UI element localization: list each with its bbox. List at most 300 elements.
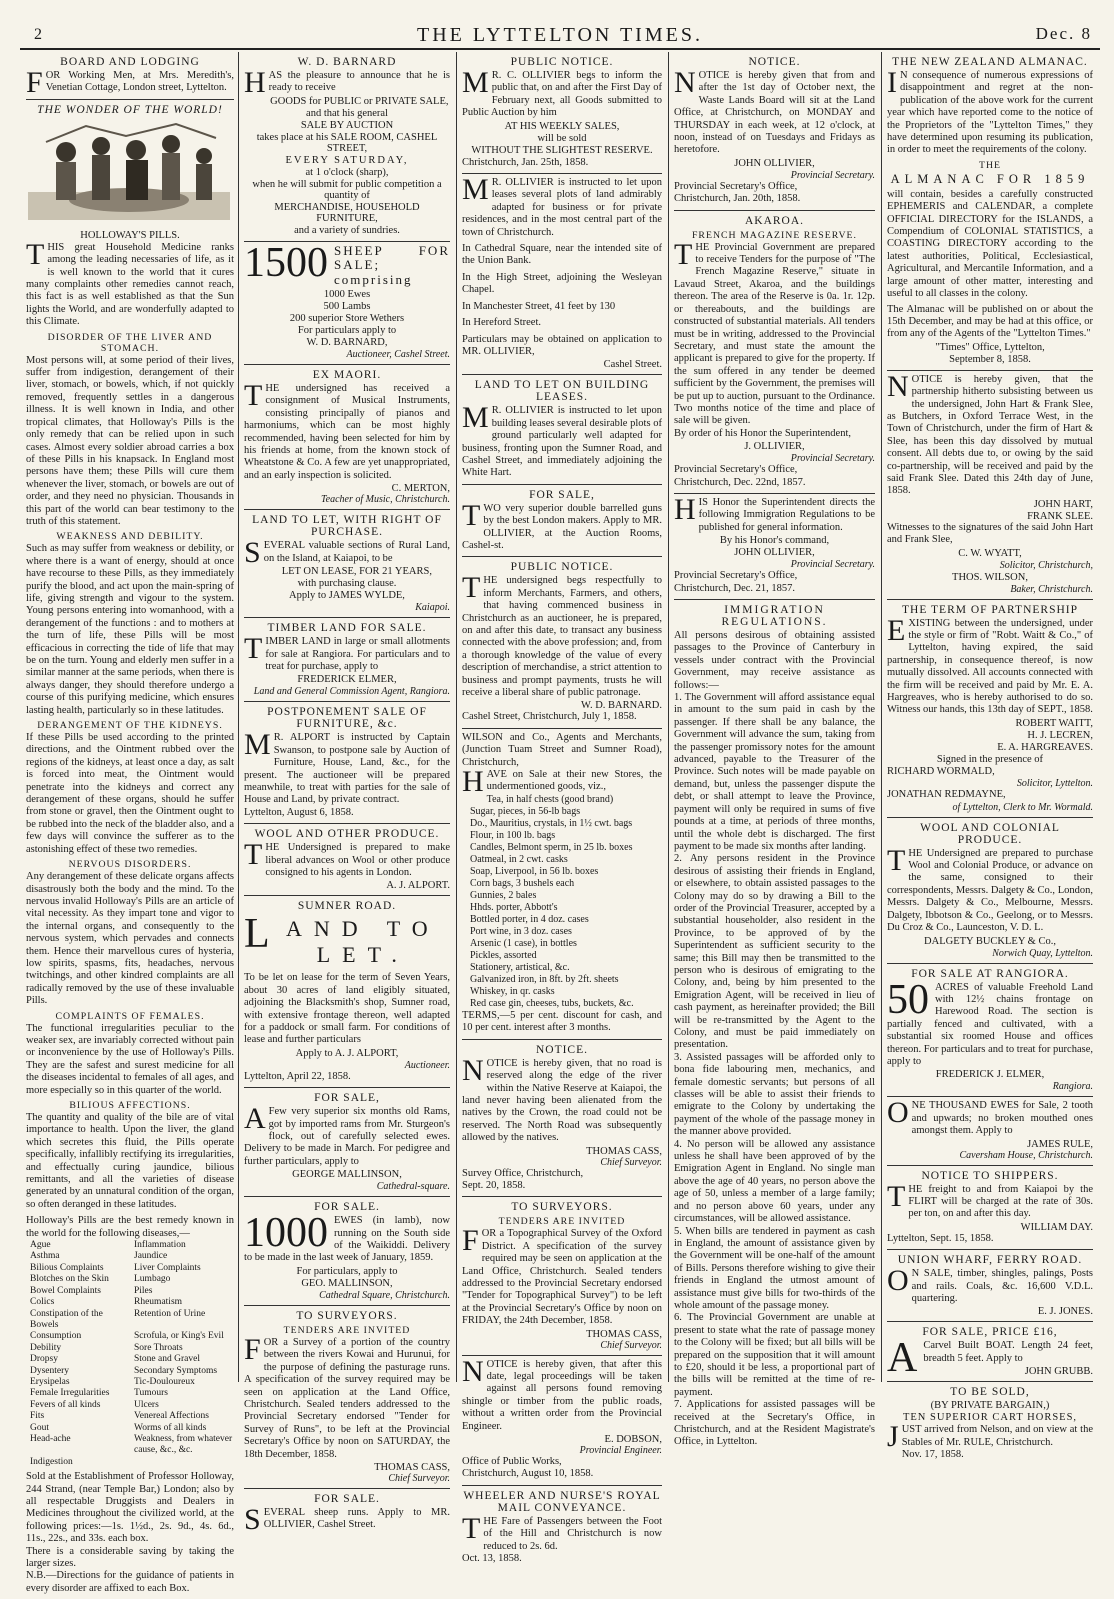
ad-public-notice-ollivier — [462, 52, 662, 174]
ad-line: Survey Office, Christchurch, — [462, 1167, 584, 1179]
ad-line: Christchurch, Jan. 25th, 1858. — [462, 156, 589, 168]
signature: E. DOBSON, — [604, 1434, 662, 1446]
ad-heading: BOARD AND LODGING — [60, 56, 200, 68]
ad-heading: TO BE SOLD, — [950, 1386, 1030, 1399]
ad-heading: IMMIGRATION REGULATIONS. — [721, 604, 828, 628]
product-title: HOLLOWAY'S PILLS. — [80, 229, 180, 241]
ad-line: and that his general — [306, 107, 388, 119]
ad-text: OR a Survey of a portion of the country between the rivers Kowai and Hurunui, for the purpose of defining the pasturage runs. A specification of the survey required may be seen on application at the Land Office, Christchurch. Sealed tenders addressed to the Provincial Secretary endorsed "Tender for Survey of Runs", to be left at the Provincial Secretary's Office by noon on SATURDAY, the 18th December, 1858. — [244, 1336, 450, 1460]
ad-heading: THE WONDER OF THE WORLD! — [37, 103, 223, 116]
ad-heading: SUMNER ROAD. — [297, 900, 397, 913]
ad-holloways-pills — [26, 100, 234, 1599]
disease-item: Ulcers — [134, 1399, 159, 1410]
column-3 — [458, 52, 666, 1565]
ad-subheading: TENDERS ARE INVITED — [283, 1324, 411, 1336]
list-item: Red case gin, cheeses, tubs, buckets, &c. — [470, 997, 634, 1009]
disease-item: Stone and Gravel — [134, 1354, 200, 1365]
disease-item: Constipation of the Bowels — [30, 1308, 103, 1330]
ad-text: Most persons will, at some period of their lives, suffer from indigestion, derangement of their liver, stomach, or bowels, which, if not quickly removed, frequently settles in a dangerous illness. It is well known in India, and other tropical climates, that Holloway's Pills is the only remedy that can be relied upon in such cases. Almost every soldier abroad carries a box of these Pills in his knapsack. In England most persons have them; these Pills will cure them whenever the liver, stomach, or bowels are out of order, and they need no physician. Thousands in this part of the world can bear testimony to the truth of this statement. — [26, 354, 234, 527]
ad-heading: EX MAORI. — [312, 369, 382, 382]
section-heading: NERVOUS DISORDERS. — [68, 859, 192, 871]
disease-item: Tic-Douloureux — [134, 1376, 195, 1387]
ad-text: will contain, besides a carefully constructed EPHEMERIS and CALENDAR, a complete OFFICIAL DIRECTORY for the ISLANDS, a Compendium of COLONIAL STATISTICS, a COASTING DIRECTORY according to the latest authorities, Political, Ecclesiastical, Agricultural, and Mercantile Information, and a large amount of other matter, interesting and useful to all classes in the colony. — [887, 188, 1093, 300]
ad-heading: PUBLIC NOTICE. — [510, 561, 614, 574]
list-item: Pickles, assorted — [470, 949, 537, 961]
signature: GEO. MALLINSON, — [301, 1277, 393, 1289]
ad-board-lodging — [26, 52, 234, 100]
drop-cap: T — [887, 843, 906, 877]
signature-title: Auctioneer. — [404, 1059, 450, 1071]
ad-line: WITHOUT THE SLIGHTEST RESERVE. — [471, 144, 653, 156]
ad-text: AVE on Sale at their new Stores, the undermentioned goods, viz., — [486, 769, 662, 793]
ad-heading: TO SURVEYORS. — [511, 1201, 613, 1214]
ad-text: WO very superior double barrelled guns by the best London makers. Apply to MR. OLLIVIER, at the Auction Rooms, Cashel-st. — [462, 502, 662, 551]
signature: H. J. LECREN, — [1027, 729, 1093, 741]
ad-ollivier-plots — [462, 174, 662, 375]
drop-cap: O — [887, 1096, 909, 1130]
ad-text: AS the pleasure to announce that he is ready to receive — [268, 70, 450, 94]
signature: E. J. JONES. — [1037, 1306, 1093, 1318]
ad-text: HE Provincial Government are prepared to receive Tenders for the purpose of "The French Magazine Reserve," situate in Lavaud Street, Akaroa, and the buildings thereon. The area of the Reserve is 0a. 1r. 12p. or thereabouts, and the buildings are constructed of substantial materials. All tenders must be in writing, addressed to the Provincial Secretary, and must state the amount the applicant is prepared to give for the property. If the sum offered in any tender be deemed sufficient by the Government, the premises will be put up to auction, pursuant to the Ordinance. Two months notice of the time and place of sale will be given. — [674, 241, 875, 427]
disease-item: Fevers of all kinds — [30, 1399, 101, 1410]
list-item: Galvanized iron, in 8ft. by 2ft. sheets — [470, 973, 619, 985]
disease-item: Erysipelas — [30, 1376, 70, 1387]
ad-text: Sold at the Establishment of Professor Holloway, 244 Strand, (near Temple Bar,) London; also by all respectable Druggists and Dealers in Medicines throughout the civilized world, at the following prices:—1s. 1½d., 2s. 9d., 4s. 6d., 11s., 22s., and 33s. each box. — [26, 1471, 234, 1545]
ad-line: By his Honor's command, — [719, 535, 830, 547]
ad-waitt-partnership — [887, 600, 1093, 818]
signature: A. J. ALPORT. — [386, 880, 450, 892]
ad-ewes-sale — [244, 1197, 450, 1306]
large-letter: L — [244, 911, 270, 958]
disease-item: Asthma — [30, 1251, 60, 1262]
ad-cart-horses — [887, 1382, 1093, 1465]
goods-list — [462, 794, 662, 1010]
holloway-illustration — [26, 122, 232, 222]
ad-notice-shippers — [887, 1166, 1093, 1251]
disease-item: Worms of all kinds — [134, 1422, 207, 1433]
ad-text: NE THOUSAND EWES for Sale, 2 tooth and upwards; no broken mouthed ones amongst them. Apply to — [911, 1100, 1093, 1137]
ad-line: Apply to JAMES WYLDE, — [289, 590, 405, 602]
ad-line: Christchurch, Dec. 22nd, 1857. — [674, 476, 806, 488]
drop-cap: M — [462, 173, 489, 207]
drop-cap: H — [244, 66, 266, 99]
ad-line: C. W. WYATT, — [958, 547, 1022, 559]
signature: THOMAS CASS, — [586, 1145, 662, 1157]
ad-line: GOODS for PUBLIC or PRIVATE SALE, — [270, 95, 449, 107]
drop-cap: H — [462, 765, 484, 799]
signature-title: Norwich Quay, Lyttelton. — [992, 947, 1093, 959]
ad-text: OR a Topographical Survey of the Oxford District. A specification of the survey required may be seen on application at the Land Office, Christchurch. Sealed tenders addressed to the Provincial Secretary endorsed "Tender for Topographical Survey") to be left at the Provincial Secretary's Office by noon on FRIDAY, the 24th December, 1858. — [462, 1228, 662, 1327]
ad-text: N.B.—Directions for the guidance of patients in every disorder are affixed to each Box. — [26, 1570, 234, 1594]
ad-text: 5. When bills are tendered in payment as cash in England, the amount of assistance given by the Government will be one-half of the amount of Bills. Persons therefore wishing to give their friends in England the utmost amount of assistance must give bills for two-thirds of the whole amount of the passage money. — [674, 1225, 875, 1311]
ad-line: when he will submit for public competition a quantity of — [252, 178, 442, 201]
column-5 — [883, 52, 1097, 1461]
ad-line: In Manchester Street, 41 feet by 130 — [462, 300, 616, 312]
disease-item: Sore Throats — [134, 1342, 183, 1353]
ad-sumner-road — [244, 896, 450, 1088]
ad-text: 4. No person will be allowed any assistance unless he shall have been approved of by the Emigration Agent in England. No single man above the age of 40 years, no person above the age of 50, unless a member of a large family; and no person above 60 years, under any circumstances, will be allowed assistance. — [674, 1138, 875, 1225]
drop-cap: F — [462, 1224, 479, 1258]
column-2 — [240, 52, 454, 1536]
ad-line: September 8, 1858. — [949, 353, 1031, 365]
drop-cap: T — [462, 1511, 481, 1545]
ad-text: 7. Applications for assisted passages will be received at the Secretary's Office, in Christchurch, and at the Resident Magistrate's Office, in Lyttelton. — [674, 1399, 875, 1448]
signature: J. OLLIVIER, — [744, 441, 805, 453]
ad-surveyors — [244, 1306, 450, 1489]
drop-cap: T — [244, 379, 263, 413]
signature: THOMAS CASS, — [586, 1328, 662, 1340]
ad-heading: THE NEW ZEALAND ALMANAC. — [892, 56, 1088, 68]
ad-display-text: AND TO LET. — [285, 916, 440, 968]
disease-item: Rheumatism — [134, 1297, 183, 1308]
section-heading: COMPLAINTS OF FEMALES. — [55, 1010, 205, 1022]
disease-item: Scrofula, or King's Evil — [134, 1331, 224, 1342]
ad-ewes-rule — [887, 1097, 1093, 1165]
ad-line: Signed in the presence of — [936, 753, 1044, 765]
large-number: 50 — [887, 976, 929, 1023]
ad-line: Office of Public Works, — [462, 1456, 562, 1468]
ad-guns-sale — [462, 485, 662, 558]
ad-waste-lands-notice — [674, 52, 875, 211]
disease-item: Bilious Complaints — [30, 1262, 104, 1273]
ad-text: The quantity and quality of the bile are of vital importance to health. Upon the liver, the gland which secretes this fluid, the Pills operate specifically, infallibly rectifying its irregularities, and effectually curing jaundice, bilious remittants, and all the varieties of disease generated by an unnatural condition of the organ, so often deranged in these latitudes. — [26, 1112, 234, 1210]
ad-line: Oct. 13, 1858. — [462, 1553, 522, 1565]
ad-line: takes place at his SALE ROOM, CASHEL STREET, — [256, 131, 438, 154]
ad-heading: FOR SALE, — [314, 1092, 380, 1105]
ad-text: EVERAL sheep runs. Apply to MR. OLLIVIER, Cashel Street. — [263, 1506, 450, 1531]
ad-line: Provincial Secretary's Office, — [674, 570, 798, 582]
ad-text: Carvel Built BOAT. Length 24 feet, breadth 5 feet. Apply to — [923, 1340, 1093, 1364]
ad-line: Lyttelton, Sept. 15, 1858. — [887, 1232, 994, 1244]
drop-cap: A — [244, 1102, 266, 1136]
list-item: Candles, Belmont sperm, in 25 lb. boxes — [470, 841, 633, 853]
ad-notice-road — [462, 1040, 662, 1198]
column-divider — [456, 52, 457, 1382]
ad-text: XISTING between the undersigned, under the style or firm of "Robt. Waitt & Co.," of Lyttelton, having expired, the said partnership, in consequence thereof, is now mutually dissolved. All accounts connected with the firm will be received and paid by Mr. E. A. Hargreaves, who is hereby authorised to do so. Witness our hands, this 13th day of SEPT., 1858. — [887, 617, 1093, 716]
ad-line: Nov. 17, 1858. — [901, 1449, 964, 1461]
ad-text: Holloway's Pills are the best remedy known in the world for the following diseases,— — [26, 1215, 234, 1239]
ad-notice-shingle — [462, 1356, 662, 1486]
ad-text: 1. The Government will afford assistance equal in amount to the sum paid in cash by the passenger. If there shall be any balance, the Government will advance the sum, taking from the passenger promissory notes for the amount advanced, payable to the Treasurer of the Province. Such notes will be made payable on demand, but, unless the passenger dispute the debt, or shall attempt to leave the Province, payment will only be required in sums of five pounds at a time, at periods of three months, until the whole debt is discharged. The first payment to be made six months after landing. — [674, 692, 875, 852]
drop-cap: T — [462, 498, 481, 532]
ad-wool-produce — [244, 824, 450, 896]
ad-line: In Hereford Street. — [462, 317, 542, 329]
ad-text: All persons desirous of obtaining assisted passages to the Province of Canterbury in vessels under contract with the Provincial Government, may receive assistance as follows:— — [674, 630, 875, 691]
ad-immigration-regulations — [674, 600, 875, 1453]
ad-heading: LAND TO LET ON BUILDING LEASES. — [474, 379, 650, 404]
signature-title: Chief Surveyor. — [388, 1472, 450, 1484]
signature-title: Teacher of Music, Christchurch. — [321, 494, 450, 506]
ad-line: 500 Lambs — [323, 301, 371, 313]
ad-text: R. C. OLLIVIER begs to inform the public that, on and after the First Day of February next, all Goods submitted to Public Auction by him — [462, 70, 662, 119]
list-item: Tea, in half chests (good brand) — [486, 793, 614, 805]
column-1 — [22, 52, 238, 1594]
ad-text: Few very superior six months old Rams, got by imported rams from Mr. Sturgeon's flock, out of carefully selected ewes. Delivery to be made in March. For pedigree and further particulars, apply to — [244, 1106, 450, 1167]
ad-rams-sale — [244, 1088, 450, 1197]
ad-text: If these Pills be used according to the printed directions, and the Ointment rubbed over the regions of the kidneys, at least once a day, as salt is forced into meat, the Ointment would penetrate into the kidneys and correct any derangement of these organs, should he suffer from stone or gravel, then the Ointment ought to be rubbed into the neck of the bladder also, and a few days will convince the sufferer as to the astonishing effect of these two remedies. — [26, 732, 234, 855]
ad-line: AT HIS WEEKLY SALES, — [504, 120, 620, 132]
ad-text: N consequence of numerous expressions of disappointment and regret at the non-publication of the above work for the current year which have reported come to the notice of the Proprietors of the "Lyttelton Times," they have determined upon resuming its publication, in order to meet the requirements of the colony. — [887, 70, 1093, 156]
list-item: Soap, Liverpool, in 56 lb. boxes — [470, 865, 599, 877]
ad-text: N SALE, timber, shingles, palings, Posts and rails. Coals, &c. 16,600 V.D.L. quartering. — [911, 1268, 1093, 1304]
ad-heading: PUBLIC NOTICE. — [510, 56, 614, 68]
ad-text: There is a considerable saving by taking the larger sizes. — [26, 1545, 234, 1570]
ad-text: EVERAL valuable sections of Rural Land, on the Island, at Kaiapoi, to be — [263, 540, 450, 564]
ad-ex-maori — [244, 365, 450, 510]
ad-text: IS Honor the Superintendent directs the following Immigration Regulations to be published for general information. — [698, 496, 875, 533]
ad-heading: LAND TO LET, WITH RIGHT OF PURCHASE. — [252, 514, 442, 539]
list-item: Port wine, in 3 doz. cases — [470, 925, 572, 937]
column-divider — [668, 52, 669, 1382]
ad-text: IMBER LAND in large or small allotments for sale at Rangiora. For particulars and to treat for purchase, apply to — [265, 636, 450, 672]
signature: ROBERT WAITT, — [1015, 717, 1093, 729]
ad-union-wharf — [887, 1250, 1093, 1322]
drop-cap: S — [244, 1502, 261, 1536]
ad-heading: NOTICE TO SHIPPERS. — [921, 1169, 1059, 1182]
ad-surveyors-oxford — [462, 1197, 662, 1355]
drop-cap: J — [887, 1420, 899, 1454]
column-divider — [238, 52, 239, 1382]
ad-barnard-auction — [244, 52, 450, 242]
ad-line: Particulars may be obtained on application to MR. OLLIVIER, — [462, 333, 662, 357]
drop-cap: H — [674, 492, 696, 526]
drop-cap: E — [887, 613, 906, 647]
signature: JOHN OLLIVIER, — [734, 157, 815, 169]
drop-cap: T — [244, 632, 263, 666]
large-number: 1000 — [244, 1210, 328, 1257]
ad-line: For particulars apply to — [297, 325, 397, 337]
ad-line: Christchurch, Dec. 21, 1857. — [674, 582, 796, 594]
ad-line: RICHARD WORMALD, — [887, 765, 995, 777]
disease-item: Jaundice — [134, 1251, 168, 1262]
ad-line: Christchurch, August 10, 1858. — [462, 1468, 594, 1480]
ad-text: HE Undersigned are prepared to purchase Wool and Colonial Produce, or advance on the same, consigned to their correspondents, Messrs. Dalgety & Co., London, Messrs. Dalgety & Co., Melbourne, Messrs. Dalgety, Ibbotson & Co., Geelong, or to Messrs. Du Croz & Co., Launceston, V. D. L. — [887, 847, 1093, 934]
disease-item: Lumbago — [134, 1274, 171, 1285]
ad-text: HE Fare of Passengers between the Foot of the Hill and Christchurch is now reduced to 2s. 6d. — [483, 1515, 662, 1552]
ad-line: Witnesses to the signatures of the said John Hart and Frank Slee, — [887, 521, 1093, 546]
ad-line: Lyttelton, August 6, 1858. — [244, 806, 354, 818]
ad-heading: UNION WHARF, FERRY ROAD. — [897, 1254, 1083, 1267]
list-item: Gunnies, 2 bales — [470, 889, 537, 901]
drop-cap: M — [462, 401, 489, 435]
column-4 — [670, 52, 879, 1448]
page-number: 2 — [34, 26, 42, 43]
signature-title: Land and General Commission Agent, Rangiora. — [253, 686, 450, 698]
ad-text: HE undersigned begs respectfully to inform Merchants, Farmers, and others, that having commenced business in Christchurch as an auctioneer, he is prepared, on and after this date, to transact any business connected with the above profession; and, from a thorough knowledge of the value of every description of merchandise, a strict attention to business and prompt payments, trusts he will receive a liberal share of public patronage. — [462, 575, 662, 699]
ad-line: 200 superior Store Wethers — [289, 313, 405, 325]
ad-text: EWES (in lamb), now running on the South side of the Waikiddi. Delivery to be made in the last week of January, 1859. — [244, 1215, 450, 1264]
ad-text: HIS great Household Medicine ranks among the leading necessaries of life, as it is well known to the world that it cures many complaints other remedies cannot reach, this fact is as well established as that the Sun lights the World, and are wonderfully adapted to this Climate. — [26, 241, 234, 328]
ad-wool-colonial — [887, 818, 1093, 964]
section-heading: DERANGEMENT OF THE KIDNEYS. — [37, 720, 223, 732]
list-item: Flour, in 100 lb. bags — [470, 829, 556, 841]
ad-heading: WOOL AND COLONIAL PRODUCE. — [920, 821, 1060, 846]
disease-item — [130, 1457, 234, 1468]
drop-cap: M — [244, 728, 271, 762]
ad-heading: FOR SALE AT RANGIORA. — [911, 967, 1069, 980]
ad-line: of Lyttelton, Clerk to Mr. Wormald. — [952, 801, 1093, 813]
ad-line: EVERY SATURDAY, — [285, 154, 409, 166]
ad-wilson-co — [462, 729, 662, 1040]
drop-cap: S — [244, 536, 261, 570]
ad-text: WILSON and Co., Agents and Merchants, (Junction Tuam Street and Sumner Road), Christchurch, — [462, 731, 662, 768]
ad-line: By order of his Honor the Superintendent, — [674, 427, 852, 439]
ad-postponement — [244, 702, 450, 824]
ad-timber-land — [244, 618, 450, 702]
ad-heading: NOTICE. — [535, 1043, 589, 1056]
drop-cap: N — [462, 1053, 484, 1087]
ad-line: In Cathedral Square, near the intended site of the Union Bank. — [462, 243, 662, 267]
large-letter: A — [887, 1335, 918, 1382]
column-divider — [881, 52, 882, 1382]
ad-line: For particulars, apply to — [296, 1265, 398, 1277]
ad-subheading: TEN SUPERIOR CART HORSES, — [902, 1412, 1078, 1424]
ad-text: UST arrived from Nelson, and on view at the Stables of Mr. RULE, Christchurch. — [901, 1424, 1093, 1448]
disease-item: Piles — [134, 1285, 153, 1296]
drop-cap: F — [26, 66, 43, 99]
ad-line: at 1 o'clock (sharp), — [305, 166, 389, 178]
ad-text: The functional irregularities peculiar to the weaker sex, are invariably corrected without pain or inconvenience by the use of Holloway's Pills. They are the safest and surest medicine for all the diseases incidental to females of all ages, and more especially so in this quarter of the world. — [26, 1022, 234, 1096]
section-heading: DISORDER OF THE LIVER AND STOMACH. — [47, 331, 213, 354]
large-number: 1500 — [244, 239, 328, 286]
signature: THOMAS CASS, — [374, 1461, 450, 1473]
drop-cap: O — [887, 1264, 909, 1298]
ad-line: will be sold — [537, 132, 587, 144]
ad-subheading: TENDERS ARE INVITED — [498, 1216, 626, 1228]
ad-line: TERMS,—5 per cent. discount for cash, and 10 per cent. interest after 3 months. — [462, 1009, 662, 1034]
signature-title: Cathedral Square, Christchurch. — [319, 1289, 450, 1301]
ad-text: R. ALPORT is instructed by Captain Swanson, to postpone sale by Auction of Furniture, House, Land, &c., for the present. The auctioneer will be prepared meanwhile, to treat with parties for the sale of House and Land, by private contract. — [244, 732, 450, 806]
signature: Cashel Street. — [603, 359, 662, 371]
ad-subheading: (BY PRIVATE BARGAIN,) — [930, 1400, 1050, 1412]
drop-cap: F — [244, 1332, 261, 1366]
signature-title: Provincial Secretary. — [790, 169, 875, 181]
ad-line: Solicitor, Christchurch, — [999, 559, 1093, 571]
ad-public-notice-barnard — [462, 557, 662, 728]
ad-line: Baker, Christchurch. — [1010, 583, 1093, 595]
ad-line: JONATHAN REDMAYNE, — [887, 789, 1006, 801]
drop-cap: N — [887, 369, 909, 403]
list-item: Arsenic (1 case), in bottles — [470, 937, 577, 949]
disease-item: Consumption — [30, 1331, 82, 1342]
ad-text: Any derangement of these delicate organs affects disastrously both the body and the mind. To the nervous invalid Holloway's Pills are an article of vital necessity. As they impart tone and vigor to the internal organs, and consequently to the nervous system, which pervades and connects them. Hence their marvellous cures of hysteria, low spirits, spasms, fits, headaches, nervous twitchings, and other kindred complaints are all radically removed by the use of these invaluable Pills. — [26, 871, 234, 1007]
ad-subheading: FRENCH MAGAZINE RESERVE. — [691, 229, 857, 241]
signature-title: Provincial Secretary. — [790, 453, 875, 465]
ad-heading: FOR SALE. — [314, 1201, 380, 1214]
ad-line: Apply to A. J. ALPORT, — [295, 1047, 399, 1059]
list-item: Corn bags, 3 bushels each — [470, 877, 575, 889]
disease-item: Ague — [30, 1240, 51, 1251]
ad-text: ACRES of valuable Freehold Land with 12½ chains frontage on Harewood Road. The section is partially fenced and cultivated, with a substantial six roomed House and offices thereon. For particulars and to treat for purchase, apply to — [887, 981, 1093, 1067]
ad-line: Cashel Street, Christchurch, July 1, 1858. — [462, 711, 637, 723]
ad-text: 6. The Provincial Government are unable at present to state what the rate of passage money to the Colony will be fixed; but all bills will be prepared on the supposition that it will amount to £20, should it be less, a proportional part of the bills will be remitted at the time of re-payment. — [674, 1312, 875, 1398]
ad-line: 1000 Ewes — [323, 289, 371, 301]
section-heading: BILIOUS AFFECTIONS. — [69, 1100, 191, 1111]
list-item: Sugar, pieces, in 56-lb bags — [470, 805, 581, 817]
ad-heading: TIMBER LAND FOR SALE. — [267, 622, 427, 635]
signature-title: Chief Surveyor. — [600, 1156, 662, 1168]
drop-cap: T — [887, 1179, 906, 1213]
signature: C. MERTON, — [391, 483, 450, 495]
ad-heading: FOR SALE, PRICE £16, — [922, 1326, 1058, 1339]
ad-line: Solicitor, Lyttelton. — [1016, 778, 1093, 790]
masthead — [20, 4, 1100, 50]
list-item: Bottled porter, in 4 doz. cases — [470, 913, 589, 925]
disease-item: Dropsy — [30, 1354, 58, 1365]
ad-text: 2. Any persons resident in the Province desirous of assisting their friends in England, or elsewhere, to obtain assisted passages to the Colony may do so by drawing a Bill to the order of the Provincial Treasurer, accepted by a substantial householder, also resident in the Province, to be approved of by the Superintendent as sufficient security to the same; this Bill may then be transmitted to the person who is desirous of emigrating to the Colony, and, being by him presented to the Emigration Agent, will be received in lieu of cash payment, as hereinafter provided; the Bill will be re-transmitted by the Agent to the Colony, and must be paid immediately on presentation. — [674, 853, 875, 1051]
ad-text: OR Working Men, at Mrs. Meredith's, Venetian Cottage, London street, Lyttelton. — [45, 70, 234, 94]
ad-line: Lyttelton, April 22, 1858. — [244, 1070, 351, 1082]
drop-cap: N — [674, 66, 696, 99]
ad-text: OTICE is hereby given, that the partnership hitherto subsisting between us the undersigned, John Hart & Frank Slee, as Butchers, in Oxford Terrace West, in the Town of Christchurch, under the firm of Hart & Slee, has been this day dissolved by mutual consent. All debts due to, or owing by the said co-partnership, will be received and paid by the said Frank Slee. Dated this 24th day of June, 1858. — [887, 373, 1093, 497]
signature: JOHN OLLIVIER, — [734, 547, 815, 559]
newspaper-title: THE LYTTELTON TIMES. — [417, 24, 703, 46]
signature-title: Provincial Secretary. — [790, 559, 875, 571]
signature-title: Caversham House, Christchurch. — [959, 1149, 1093, 1161]
list-item: Whiskey, in qr. casks — [470, 985, 555, 997]
ad-line: LET ON LEASE, FOR 21 YEARS, — [281, 566, 432, 578]
disease-item: Inflammation — [134, 1240, 186, 1251]
ad-line: "Times" Office, Lyttelton, — [935, 341, 1045, 353]
ad-boat-sale — [887, 1322, 1093, 1382]
ad-land-to-let — [244, 510, 450, 618]
ad-line: and a variety of sundries. — [294, 224, 400, 236]
drop-cap: N — [462, 1354, 484, 1388]
ad-mail-conveyance — [462, 1486, 662, 1570]
ad-heading: W. D. BARNARD — [297, 56, 397, 68]
drop-cap: I — [887, 66, 897, 99]
ad-text: HE undersigned has received a consignment of Musical Instruments, consisting principally of pianos and harmoniums, which can be most highly recommended, having been selected for him by his friends at home, from the known stock of Wheatstone & Co. A few are yet unappropriated, and an early inspection is solicited. — [244, 383, 450, 481]
signature: E. A. HARGREAVES. — [997, 741, 1093, 753]
ad-almanac — [887, 52, 1093, 371]
ad-heading: FOR SALE, — [529, 488, 595, 501]
ad-subheading: THE — [978, 159, 1002, 171]
disease-item: Head-ache — [30, 1433, 71, 1444]
ad-hart-slee-partnership — [887, 371, 1093, 600]
ad-text: OTICE is hereby given that from and after the 1st day of October next, the Waste Lands Board will sit at the Land Office, at Christchurch, on MONDAY and THURSDAY in each week, at 12 o'clock, at noon, instead of on Tuesdays and Fridays as heretofore. — [674, 70, 875, 156]
signature-title: Auctioneer, Cashel Street. — [346, 349, 450, 361]
almanac-title: ALMANAC FOR 1859 — [890, 171, 1090, 186]
ad-line: Provincial Secretary's Office, — [674, 464, 798, 476]
ad-text: OTICE is hereby given, that no road is reserved along the edge of the river within the Native Reserve at Kaiapoi, the land never having been alienated from the natives by the Crown, the road could not be reserved. The North Road was subsequently allowed by the natives. — [462, 1057, 662, 1144]
drop-cap: M — [462, 66, 489, 99]
section-heading: WEAKNESS AND DEBILITY. — [56, 531, 204, 543]
drop-cap: T — [674, 237, 693, 271]
disease-item: Female Irregularities — [30, 1388, 110, 1399]
ad-line: Christchurch, Jan. 20th, 1858. — [674, 193, 801, 205]
disease-item: Gout — [30, 1422, 49, 1433]
signature: JOHN GRUBB. — [1024, 1366, 1093, 1378]
disease-item: Secondary Symptoms — [134, 1365, 218, 1376]
signature-title: Cathedral-square. — [376, 1181, 450, 1193]
disease-item: Fits — [30, 1411, 45, 1422]
disease-item: Venereal Affections — [134, 1411, 210, 1422]
ad-heading: AKAROA. — [744, 214, 805, 227]
ad-text: Such as may suffer from weakness or debility, or where there is a want of energy, should at once have recourse to these Pills, as they immediately purify the blood, and act upon the main-spring of life, giving strength and vigour to the system. Young persons entering into womanhood, with a derangement of the functions : and to mothers at the turn of life, these Pills will be most efficacious in correcting the tide of life that may be on the turn. Young and elderly men suffer in a similar manner at the same periods, when there is always danger, they should therefore undergo a course of this purifying medicine, which ensures lasting health, particularly so in these latitudes. — [26, 543, 234, 716]
signature: JAMES RULE, — [1027, 1138, 1093, 1150]
disease-item: Liver Complaints — [134, 1262, 201, 1273]
ad-line: Sept. 20, 1858. — [462, 1179, 526, 1191]
ad-text: HE Undersigned is prepared to make liberal advances on Wool or other produce consigned to his agents in London. — [265, 842, 450, 878]
signature-title: Provincial Engineer. — [579, 1445, 662, 1457]
ad-rangiora-land — [887, 964, 1093, 1098]
signature-title: Chief Surveyor. — [600, 1339, 662, 1351]
signature: WILLIAM DAY. — [1020, 1221, 1093, 1233]
ad-heading: WHEELER AND NURSE'S ROYAL MAIL CONVEYANCE. — [463, 1489, 661, 1514]
list-item: Stationery, artistical, &c. — [470, 961, 570, 973]
signature: FREDERICK ELMER, — [297, 674, 397, 686]
disease-item: Dysentery — [30, 1365, 70, 1376]
